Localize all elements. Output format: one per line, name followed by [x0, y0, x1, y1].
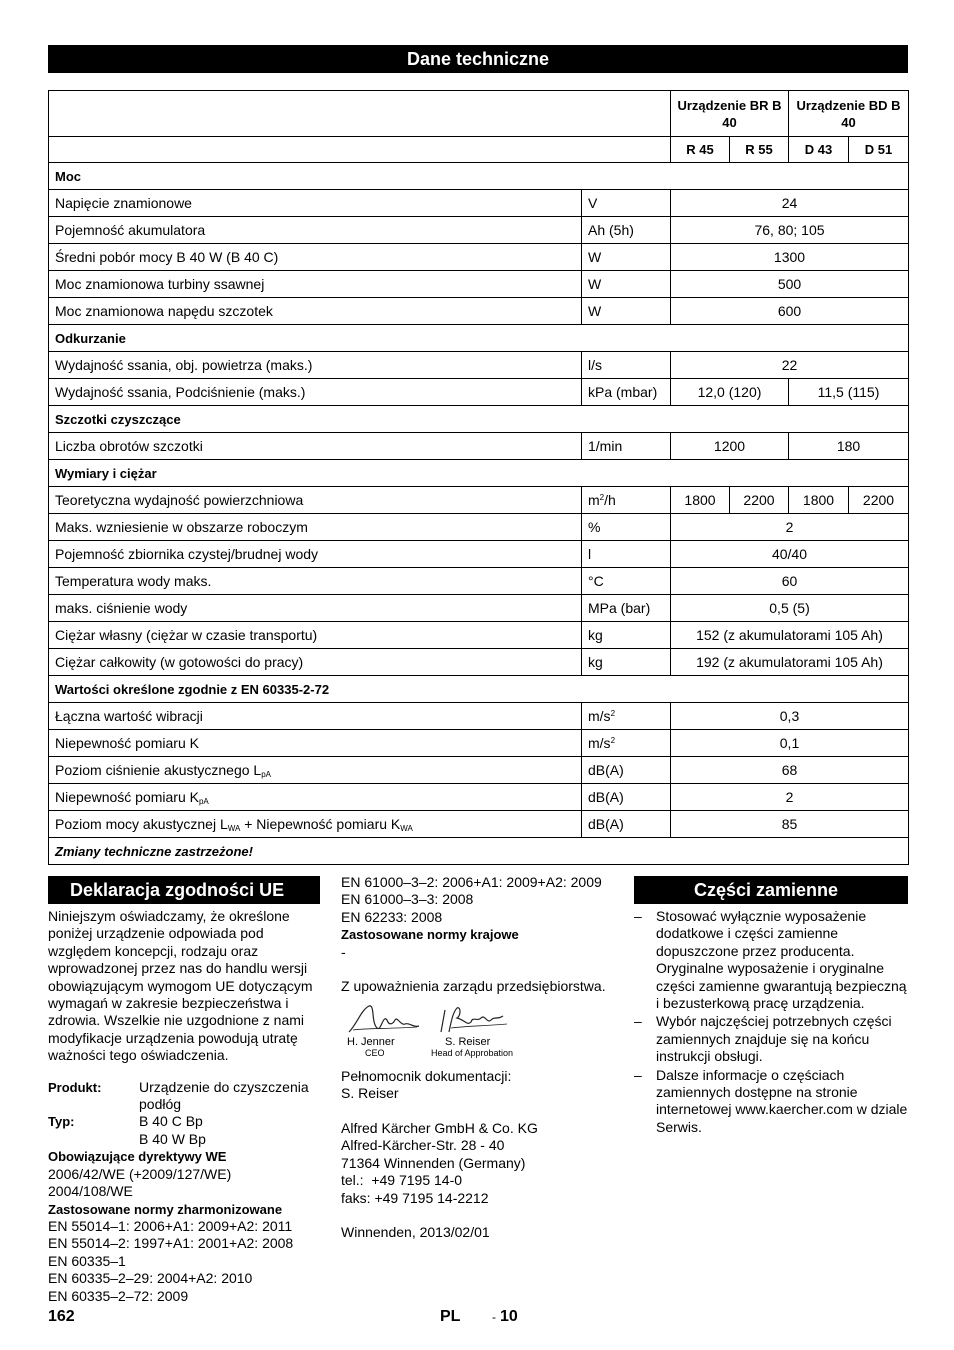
- declaration-column-left: [48, 908, 320, 1305]
- parts-list: [634, 908, 908, 1136]
- type-label: Typ:: [48, 1114, 75, 1130]
- row-value: 85: [671, 811, 909, 838]
- declaration-intro: Niniejszym oświadczamy, że określone poniżej urządzenie odpowiada pod względem koncepcji, rodzaju oraz wprowadzonej przez nas do handlu wersji obowiązującym wymogom UE dotyczącym wymagań w zakresie bezpieczeństwa i zdrowia. Wszelkie nie uzgodnione z nami modyfikacje urządzenia powodują utratę ważności tego oświadczenia.: [48, 908, 313, 1064]
- model-r45: R 45: [671, 137, 730, 163]
- row-unit: l: [582, 541, 671, 568]
- row-unit: V: [582, 190, 671, 217]
- row-value: 68: [671, 757, 909, 784]
- row-label: maks. ciśnienie wody: [49, 595, 582, 622]
- table-row: [49, 379, 909, 406]
- row-unit: $m/s^2$: [582, 703, 671, 730]
- directive-item: 2006/42/WE (+2009/127/WE): [48, 1165, 232, 1182]
- row-label: Temperatura wody maks.: [49, 568, 582, 595]
- row-label: Napięcie znamionowe: [49, 190, 582, 217]
- row-value-r45: 1800: [671, 487, 730, 514]
- section-moc: Moc: [49, 163, 909, 190]
- standard-item: EN 55014–1: 2006+A1: 2009+A2: 2011: [48, 1217, 293, 1234]
- row-value: 152 (z akumulatorami 105 Ah): [671, 622, 909, 649]
- row-value-br: 1200: [671, 433, 789, 460]
- section-wymiary: Wymiary i ciężar: [49, 460, 909, 487]
- model-header-row: [49, 137, 909, 163]
- row-unit: $m/s^2$: [582, 730, 671, 757]
- page-number: 162: [48, 1308, 75, 1325]
- model-d43: D 43: [789, 137, 849, 163]
- model-r55: R 55: [730, 137, 789, 163]
- row-value-bd: 180: [789, 433, 909, 460]
- declaration-column-middle: [341, 874, 621, 1242]
- row-label: Wydajność ssania, obj. powietrza (maks.): [49, 352, 582, 379]
- row-value: 500: [671, 271, 909, 298]
- row-value: 0,3: [671, 703, 909, 730]
- table-row: [49, 703, 909, 730]
- row-unit: MPa (bar): [582, 595, 671, 622]
- table-header-row: [49, 91, 909, 137]
- standard-item: EN 62233: 2008: [341, 908, 443, 925]
- table-row: [49, 811, 909, 838]
- row-label: Teoretyczna wydajność powierzchniowa: [49, 487, 582, 514]
- row-value: 76, 80; 105: [671, 217, 909, 244]
- product-value: Urządzenie do czyszczenia podłóg: [139, 1078, 309, 1113]
- product-row: [48, 1079, 320, 1114]
- parts-heading: Części zamienne: [634, 876, 908, 904]
- address-line: 71364 Winnenden (Germany): [341, 1154, 526, 1171]
- row-value-r55: 2200: [730, 487, 789, 514]
- row-label: Pojemność zbiornika czystej/brudnej wody: [49, 541, 582, 568]
- row-value: 0,5 (5): [671, 595, 909, 622]
- row-label: Poziom mocy akustycznej $L_{WA}$ + Niepewność pomiaru $K_{WA}$: [49, 811, 582, 838]
- national-value: -: [341, 943, 346, 960]
- row-unit: kg: [582, 649, 671, 676]
- product-label: Produkt:: [48, 1079, 102, 1095]
- row-value-bd: 11,5 (115): [789, 379, 909, 406]
- row-unit: W: [582, 244, 671, 271]
- row-label: Liczba obrotów szczotki: [49, 433, 582, 460]
- row-label: Poziom ciśnienie akustycznego $L_{pA}$: [49, 757, 582, 784]
- table-row: [49, 541, 909, 568]
- address-line: faks: +49 7195 14-2212: [341, 1189, 489, 1206]
- type-value: B 40 C Bp: [139, 1113, 203, 1130]
- standard-item: EN 61000–3–2: 2006+A1: 2009+A2: 2009: [341, 874, 602, 890]
- table-row: [49, 568, 909, 595]
- list-item: – Dalsze informacje o częściach zamiennych dostępne na stronie internetowej www.kaercher.com w dziale Serwis.: [634, 1066, 908, 1135]
- row-label: Ciężar własny (ciężar w czasie transportu): [49, 622, 582, 649]
- row-unit: 1/min: [582, 433, 671, 460]
- doc-rep-name: S. Reiser: [341, 1085, 399, 1102]
- signer1-role: CEO: [365, 1047, 385, 1058]
- row-unit: dB(A): [582, 757, 671, 784]
- row-value: 60: [671, 568, 909, 595]
- row-unit: dB(A): [582, 811, 671, 838]
- section-en60335: Wartości określone zgodnie z EN 60335-2-72: [49, 676, 909, 703]
- signatures: [341, 1002, 621, 1060]
- table-row: [49, 271, 909, 298]
- table-row: [49, 433, 909, 460]
- row-unit: W: [582, 271, 671, 298]
- directives-heading: Obowiązujące dyrektywy WE: [48, 1149, 227, 1165]
- row-value: 600: [671, 298, 909, 325]
- table-row: [49, 487, 909, 514]
- table-row: [49, 784, 909, 811]
- row-unit: $m^2/h$: [582, 487, 671, 514]
- row-label: Maks. wzniesienie w obszarze roboczym: [49, 514, 582, 541]
- row-value: 0,1: [671, 730, 909, 757]
- table-row: [49, 244, 909, 271]
- row-unit: dB(A): [582, 784, 671, 811]
- signature-reiser-scribble: [431, 1002, 511, 1036]
- technical-data-table: [48, 90, 909, 865]
- row-label: Moc znamionowa napędu szczotek: [49, 298, 582, 325]
- row-value: 22: [671, 352, 909, 379]
- row-value: 192 (z akumulatorami 105 Ah): [671, 649, 909, 676]
- page-title: Dane techniczne: [48, 45, 908, 73]
- row-label: Moc znamionowa turbiny ssawnej: [49, 271, 582, 298]
- section-szczotki: Szczotki czyszczące: [49, 406, 909, 433]
- list-item: – Wybór najczęściej potrzebnych części zamiennych znajduje się na końcu instrukcji obsługi.: [634, 1013, 892, 1065]
- harmonized-heading: Zastosowane normy zharmonizowane: [48, 1201, 283, 1217]
- type-value: B 40 W Bp: [139, 1130, 206, 1147]
- doc-rep-label: Pełnomocnik dokumentacji:: [341, 1067, 512, 1084]
- table-row: [49, 190, 909, 217]
- table-row: [49, 649, 909, 676]
- signature-jenner-scribble: [347, 1002, 421, 1036]
- row-label: Niepewność pomiaru $K_{pA}$: [49, 784, 582, 811]
- list-item: – Stosować wyłącznie wyposażenie dodatkowe i części zamienne dopuszczone przez producenta. Oryginalne wyposażenie i oryginalne części zamienne gwarantują bezpieczną i bezusterkową pracę urządzenia.: [634, 908, 907, 1012]
- section-odkurzanie: Odkurzanie: [49, 325, 909, 352]
- row-value: 2: [671, 514, 909, 541]
- row-unit: W: [582, 298, 671, 325]
- address-line: Alfred-Kärcher-Str. 28 - 40: [341, 1137, 505, 1154]
- table-row: [49, 298, 909, 325]
- row-label: Łączna wartość wibracji: [49, 703, 582, 730]
- model-d51: D 51: [849, 137, 909, 163]
- address-line: tel.: +49 7195 14-0: [341, 1172, 463, 1189]
- signature-jenner: [347, 1002, 421, 1059]
- row-unit: kg: [582, 622, 671, 649]
- row-label: Wydajność ssania, Podciśnienie (maks.): [49, 379, 582, 406]
- section-page: - 10: [492, 1308, 518, 1325]
- row-label: Pojemność akumulatora: [49, 217, 582, 244]
- signer2-role: Head of Approbation: [431, 1047, 514, 1058]
- authorization-text: Z upoważnienia zarządu przedsiębiorstwa.: [341, 978, 606, 995]
- row-value-d43: 1800: [789, 487, 849, 514]
- standard-item: EN 60335–2–72: 2009: [48, 1287, 189, 1304]
- table-row: [49, 352, 909, 379]
- row-unit: Ah (5h): [582, 217, 671, 244]
- row-unit: kPa (mbar): [582, 379, 671, 406]
- row-unit: °C: [582, 568, 671, 595]
- row-value: 24: [671, 190, 909, 217]
- row-value-br: 12,0 (120): [671, 379, 789, 406]
- directive-item: 2004/108/WE: [48, 1183, 133, 1200]
- signer1-name: H. Jenner: [347, 1035, 395, 1048]
- standard-item: EN 60335–2–29: 2004+A2: 2010: [48, 1270, 253, 1287]
- group-header-bd: Urządzenie BD B 40: [789, 91, 909, 137]
- standard-item: EN 61000–3–3: 2008: [341, 891, 474, 908]
- row-value: 40/40: [671, 541, 909, 568]
- row-unit: l/s: [582, 352, 671, 379]
- language-code: PL: [440, 1308, 461, 1325]
- table-row: [49, 622, 909, 649]
- table-row: [49, 217, 909, 244]
- row-label: Ciężar całkowity (w gotowości do pracy): [49, 649, 582, 676]
- standard-item: EN 55014–2: 1997+A1: 2001+A2: 2008: [48, 1235, 294, 1252]
- parts-column: [634, 908, 908, 1137]
- signature-reiser: [431, 1002, 513, 1059]
- type-row: [48, 1113, 320, 1148]
- declaration-heading: Deklaracja zgodności UE: [48, 876, 320, 904]
- address-line: Alfred Kärcher GmbH & Co. KG: [341, 1120, 538, 1137]
- national-heading: Zastosowane normy krajowe: [341, 927, 519, 943]
- group-header-br: Urządzenie BR B 40: [671, 91, 789, 137]
- row-value: 1300: [671, 244, 909, 271]
- table-row: [49, 757, 909, 784]
- signer2-name: S. Reiser: [445, 1035, 491, 1048]
- place-date: Winnenden, 2013/02/01: [341, 1224, 490, 1241]
- row-value: 2: [671, 784, 909, 811]
- row-value-d51: 2200: [849, 487, 909, 514]
- table-row: [49, 730, 909, 757]
- table-row: [49, 595, 909, 622]
- row-label: Średni pobór mocy B 40 W (B 40 C): [49, 244, 582, 271]
- row-unit: %: [582, 514, 671, 541]
- row-label: Niepewność pomiaru K: [49, 730, 582, 757]
- table-row: [49, 514, 909, 541]
- technical-changes-note: Zmiany techniczne zastrzeżone!: [49, 838, 909, 865]
- standard-item: EN 60335–1: [48, 1252, 126, 1269]
